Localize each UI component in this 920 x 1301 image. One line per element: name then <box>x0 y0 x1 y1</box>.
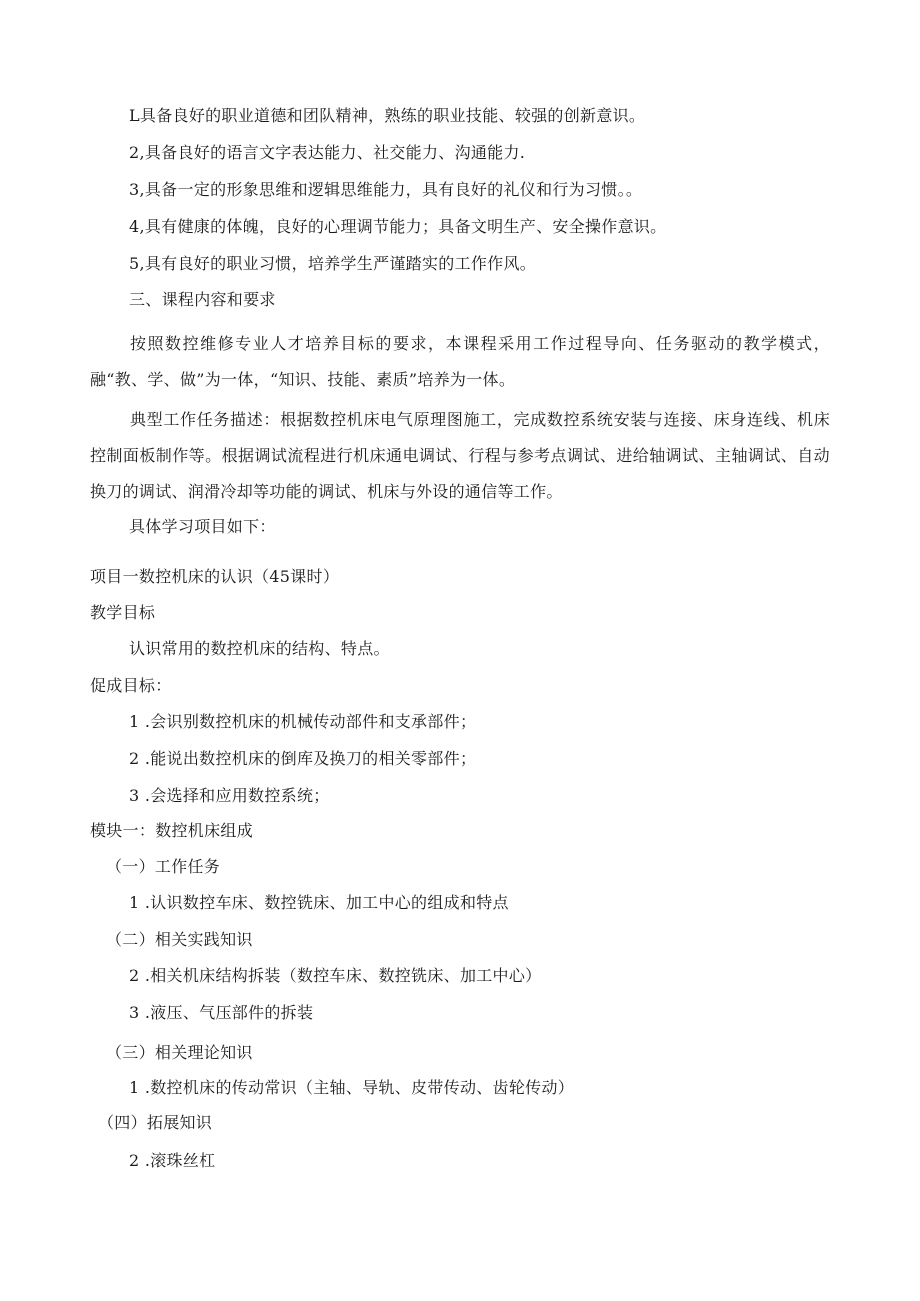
course-intro-paragraph: 按照数控维修专业人才培养目标的要求，本课程采用工作过程导向、任务驱动的教学模式，融“教、学、做”为一体，“知识、技能、素质”培养为一体。 <box>90 334 830 389</box>
quality-goal-3: 3,具备一定的形象思维和逻辑思维能力，具有良好的礼仪和行为习惯。。 <box>129 180 643 199</box>
module-title: 模块一：数控机床组成 <box>90 821 254 840</box>
quality-goal-1: L具备良好的职业道德和团队精神，熟练的职业技能、较强的创新意识。 <box>129 106 646 125</box>
quality-goal-4: 4,具有健康的体魄，良好的心理调节能力；具备文明生产、安全操作意识。 <box>129 217 667 236</box>
section-heading: 三、课程内容和要求 <box>129 290 276 309</box>
practice-label: （二）相关实践知识 <box>106 930 253 949</box>
enabling-goal-3: 3 .会选择和应用数控系统； <box>129 786 330 805</box>
practice-item-2: 3 .液压、气压部件的拆装 <box>129 1003 314 1022</box>
theory-item-1: 1 .数控机床的传动常识（主轴、导轨、皮带传动、齿轮传动） <box>129 1078 575 1097</box>
work-task-1: 1 .认识数控车床、数控铣床、加工中心的组成和特点 <box>129 893 509 912</box>
theory-label: （三）相关理论知识 <box>106 1043 253 1062</box>
typical-tasks-paragraph: 典型工作任务描述：根据数控机床电气原理图施工，完成数控系统安装与连接、床身连线、机床控制面板制作等。根据调试流程进行机床通电调试、行程与参考点调试、进给轴调试、主轴调试、自动换刀的调试、润滑冷却等功能的调试、机床与外设的通信等工作。 <box>90 410 830 501</box>
extended-label: （四）拓展知识 <box>98 1113 213 1132</box>
enabling-goal-2: 2 .能说出数控机床的倒库及换刀的相关零部件； <box>129 749 477 768</box>
work-tasks-label: （一）工作任务 <box>106 857 221 876</box>
practice-item-1: 2 .相关机床结构拆装（数控车床、数控铣床、加工中心） <box>129 966 542 985</box>
teaching-goal: 认识常用的数控机床的结构、特点。 <box>129 639 390 658</box>
enabling-goals-label: 促成目标： <box>90 676 172 695</box>
quality-goal-2: 2,具备良好的语言文字表达能力、社交能力、沟通能力. <box>129 143 526 162</box>
extended-item-1: 2 .滚珠丝杠 <box>129 1151 216 1170</box>
enabling-goal-1: 1 .会识别数控机床的机械传动部件和支承部件； <box>129 712 477 731</box>
quality-goal-5: 5,具有良好的职业习惯，培养学生严谨踏实的工作作风。 <box>129 254 537 273</box>
teaching-goal-label: 教学目标 <box>90 603 156 622</box>
projects-lead: 具体学习项目如下： <box>129 517 276 536</box>
project-title: 项目一数控机床的认识（45课时） <box>90 567 340 586</box>
